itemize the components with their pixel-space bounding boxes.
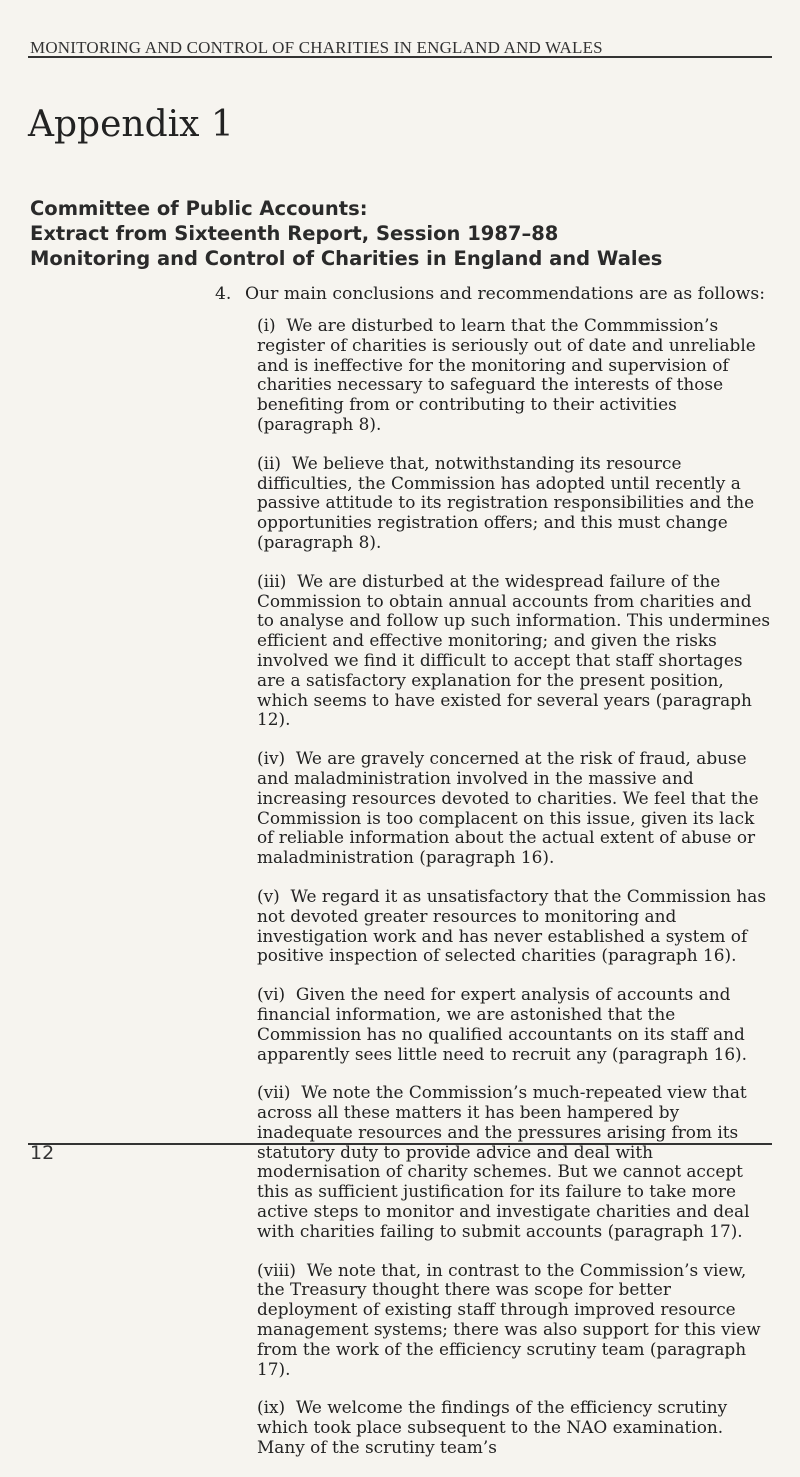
- paragraph-number: 4.: [215, 284, 232, 304]
- item-label: (iv): [257, 748, 286, 769]
- item-text: We welcome the findings of the efficiency scrutiny which took place subsequent to the NAO examination. Many of the scrutiny team’s: [257, 1397, 728, 1458]
- top-rule: [28, 56, 772, 58]
- conclusion-item: [257, 1261, 772, 1380]
- conclusion-item: [257, 316, 772, 435]
- paragraph-4-intro: [215, 284, 775, 305]
- item-label: (i): [257, 315, 276, 335]
- item-label: (ii): [257, 452, 281, 473]
- heading-line-committee: Committee of Public Accounts:: [30, 197, 368, 220]
- page-number: 12: [30, 1142, 55, 1164]
- conclusion-item: [257, 887, 772, 966]
- item-label: (vii): [257, 1082, 291, 1103]
- item-text: We note the Commission’s much-repeated view that across all these matters it has been hampered by inadequate resources and the pressures arising from its statutory duty to provide advice and deal with modernisation of charity schemes. But we cannot accept this as sufficient justification for its failure to take more active steps to monitor and investigate charities and deal with charities failing to submit accounts (paragraph 17).: [257, 1082, 750, 1241]
- conclusion-item: [257, 1398, 772, 1457]
- item-text: We are gravely concerned at the risk of fraud, abuse and maladministration involved in the massive and increasing resources devoted to charities. We feel that the Commission is too complacent on this issue, given its lack of reliable information about the actual extent of abuse or maladministration (paragraph 16).: [257, 748, 759, 868]
- report-heading: [30, 196, 662, 271]
- item-label: (viii): [257, 1259, 296, 1280]
- item-label: (iii): [257, 570, 287, 591]
- item-label: (vi): [257, 984, 286, 1005]
- appendix-title: Appendix 1: [28, 104, 234, 145]
- conclusion-item: [257, 1083, 772, 1241]
- bottom-rule: [28, 1143, 772, 1145]
- conclusion-item: [257, 749, 772, 868]
- running-head: MONITORING AND CONTROL OF CHARITIES IN ENGLAND AND WALES: [30, 38, 603, 57]
- heading-line-extract: Extract from Sixteenth Report, Session 1987–88: [30, 222, 559, 245]
- item-text: We are disturbed at the widespread failure of the Commission to obtain annual accounts from charities and to analyse and follow up such information. This undermines efficient and effective monitoring; and given the risks involved we find it difficult to accept that staff shortages are a satisfactory explanation for the present position, which seems to have existed for several years (paragraph 12).: [257, 570, 771, 730]
- item-label: (ix): [257, 1397, 286, 1418]
- paragraph-intro-text: Our main conclusions and recommendations are as follows:: [245, 284, 766, 304]
- item-label: (v): [257, 885, 280, 906]
- conclusions-list: [257, 316, 772, 1477]
- conclusion-item: [257, 572, 772, 730]
- item-text: We are disturbed to learn that the Commmission’s register of charities is seriously out of date and unreliable and is ineffective for the monitoring and supervision of charities necessary to safeguard the interests of those benefiting from or contributing to their activities (paragraph 8).: [257, 315, 756, 434]
- item-text: Given the need for expert analysis of accounts and financial information, we are astonished that the Commission has no qualified accountants on its staff and apparently sees little need to recruit any (paragraph 16).: [257, 984, 748, 1064]
- item-text: We note that, in contrast to the Commission’s view, the Treasury thought there was scope for better deployment of existing staff through improved resource management systems; there was also support for this view from the work of the efficiency scrutiny team (paragraph 17).: [257, 1259, 761, 1379]
- conclusion-item: [257, 985, 772, 1064]
- heading-line-subject: Monitoring and Control of Charities in England and Wales: [30, 247, 663, 270]
- item-text: We believe that, notwithstanding its resource difficulties, the Commission has adopted until recently a passive attitude to its registration responsibilities and the opportunities registration offers; and this must change (paragraph 8).: [257, 452, 755, 552]
- item-text: We regard it as unsatisfactory that the Commission has not devoted greater resources to monitoring and investigation work and has never established a system of positive inspection of selected charities (paragraph 16).: [257, 885, 767, 966]
- conclusion-item: [257, 454, 772, 553]
